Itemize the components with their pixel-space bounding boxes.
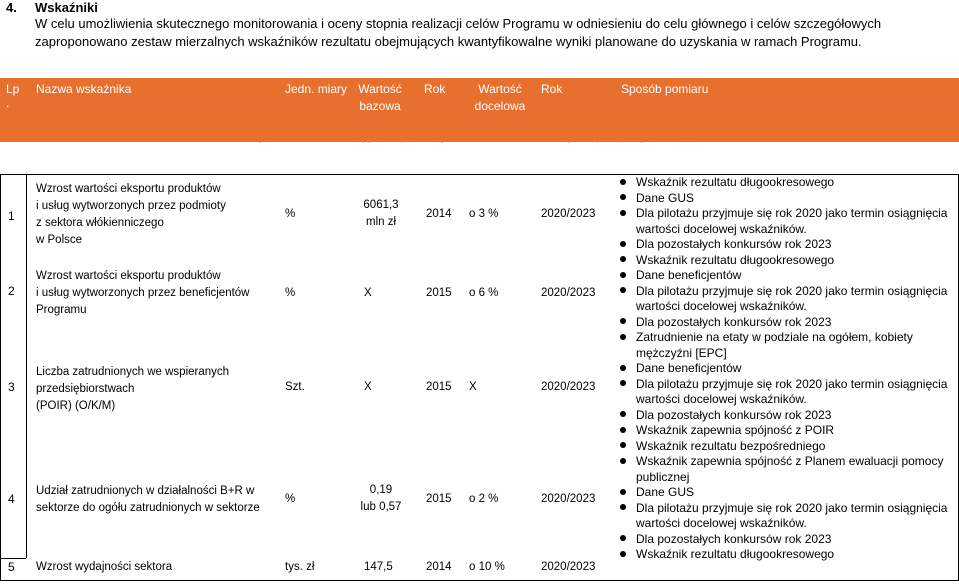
bullet-icon: [620, 272, 626, 278]
bullet-icon: [620, 365, 626, 371]
bullet-icon: [620, 210, 626, 216]
row-1-base-value: [357, 198, 405, 230]
header-target-value-line1: Wartość: [478, 82, 522, 96]
indicators-table: [0, 78, 959, 581]
row-3-unit: Szt.: [285, 381, 305, 393]
bullet-icon: [620, 380, 626, 386]
row-2-target: o 6 %: [469, 287, 499, 299]
bullet-icon: [620, 334, 626, 340]
header-year: Rok: [424, 82, 446, 96]
method-item: Wskaźnik rezultatu bezpośredniego: [620, 439, 947, 455]
row-4-name: [36, 484, 260, 516]
main-goal-label: Cel główny: [450, 113, 509, 127]
intro-paragraph-line: zaproponowano zestaw mierzalnych wskaźników rezultatu obejmujących kwantyfikowalne wyniki planowane do uzyskania w ramach Programu.: [35, 34, 862, 49]
method-list: [620, 175, 947, 563]
row-2-name-line: Programu: [36, 304, 87, 316]
method-item: Dla pilotażu przyjmuje się rok 2020 jako termin osiągnięcia: [620, 377, 947, 393]
row-5-base-value: 147,5: [364, 561, 393, 573]
row-2-year: 2015: [426, 287, 452, 299]
row-4-target: o 2 %: [469, 493, 499, 505]
row-1-name: [36, 182, 226, 248]
bullet-icon: [620, 287, 626, 293]
table-border-bottom: [0, 580, 959, 581]
row-4-name-line: Udział zatrudnionych w działalności B+R w: [36, 485, 255, 497]
row-2-name-line: i usług wytworzonych przez beneficjentów: [36, 287, 250, 299]
header-lp: [6, 82, 24, 110]
method-item: Dane GUS: [620, 191, 947, 207]
method-item: Dla pilotażu przyjmuje się rok 2020 jako termin osiągnięcia: [620, 284, 947, 300]
row-2-base-value: X: [364, 287, 372, 299]
row-5-target: o 10 %: [469, 561, 505, 573]
method-item-continuation: mężczyźni [EPC]: [636, 345, 727, 360]
row-5-lp: 5: [8, 560, 15, 574]
bullet-icon: [620, 504, 626, 510]
bullet-icon: [620, 411, 626, 417]
method-item: Wskaźnik rezultatu długookresowego: [620, 253, 947, 269]
header-unit: Jedn. miary: [285, 82, 348, 96]
method-item-continuation: wartości docelowej wskaźników.: [636, 392, 807, 406]
bullet-icon: [620, 458, 626, 464]
bullet-icon: [620, 442, 626, 448]
row-3-name-line: przedsiębiorstwach: [36, 383, 135, 395]
row-3-name-line: Liczba zatrudnionych we wspieranych: [36, 366, 230, 378]
method-item: Dla pilotażu przyjmuje się rok 2020 jako termin osiągnięcia: [620, 206, 947, 222]
method-item: Dla pozostałych konkursów rok 2023: [620, 237, 947, 253]
method-item: Zatrudnienie na etaty w podziale na ogółem, kobiety: [620, 330, 947, 346]
row-1-base-value-line: 6061,3: [363, 199, 399, 211]
method-item: Wskaźnik zapewnia spójność z Planem ewaluacji pomocy: [620, 454, 947, 470]
row-3-year: 2015: [426, 381, 452, 393]
method-item-continuation: publicznej: [636, 469, 690, 484]
main-goal-text: Zwiększenie konkurencyjności polskiego sektora włókienniczego w perspektywie roku 2023: [237, 129, 722, 143]
row-4-base-value-line: 0,19: [369, 484, 393, 496]
method-item: Wskaźnik zapewnia spójność z POIR: [620, 423, 947, 439]
row-1-name-line: Wzrost wartości eksportu produktów: [36, 183, 221, 195]
method-row-2: [620, 253, 947, 331]
row-1-target: o 3 %: [469, 208, 499, 220]
row-4-name-line: sektorze do ogółu zatrudnionych w sektorze: [36, 502, 260, 514]
row-3-name: [36, 365, 229, 414]
bullet-icon: [620, 179, 626, 185]
row-3-target: X: [469, 381, 477, 393]
row-3-lp: 3: [8, 380, 15, 394]
row-4-base-value-line: lub 0,57: [360, 501, 402, 513]
row-5-year: 2014: [426, 561, 452, 573]
bullet-icon: [620, 256, 626, 262]
method-row-1: [620, 175, 947, 253]
row-2-unit: %: [285, 287, 296, 299]
bullet-icon: [620, 535, 626, 541]
method-item: Dla pozostałych konkursów rok 2023: [620, 315, 947, 331]
row-3-target-year: 2020/2023: [541, 381, 596, 393]
row-4-unit: %: [285, 493, 296, 505]
method-item-continuation: wartości docelowej wskaźników.: [636, 221, 807, 236]
header-lp-line1: Lp: [6, 82, 20, 96]
method-item: Dla pozostałych konkursów rok 2023: [620, 532, 947, 548]
method-item: Dla pilotażu przyjmuje się rok 2020 jako termin osiągnięcia: [620, 501, 947, 517]
header-target-value-line2: docelowa: [474, 99, 526, 113]
intro-paragraph-line: W celu umożliwienia skutecznego monitorowania i oceny stopnia realizacji celów Programu w odniesieniu do celu głównego i celów szczegółowych: [35, 16, 882, 31]
header-name: Nazwa wskaźnika: [36, 82, 132, 96]
header-gap: [0, 142, 959, 174]
method-item-continuation: wartości docelowej wskaźników.: [636, 299, 807, 313]
method-item: Dane beneficjentów: [620, 361, 947, 377]
row-4-lp: 4: [8, 492, 15, 506]
row-1-unit: %: [285, 208, 296, 220]
column-divider-lp: [26, 174, 27, 558]
row-4-year: 2015: [426, 493, 452, 505]
bullet-icon: [620, 318, 626, 324]
header-method: Sposób pomiaru: [621, 82, 709, 96]
header-target-value: [470, 82, 530, 113]
row-1-base-value-line: mln zł: [365, 216, 397, 228]
row-1-target-year: 2020/2023: [541, 208, 596, 220]
row-5-target-year: 2020/2023: [541, 561, 596, 573]
method-item-continuation: wartości docelowej wskaźników.: [636, 516, 807, 530]
method-row-3: [620, 330, 947, 439]
table-border-left: [0, 174, 1, 581]
method-item: Wskaźnik rezultatu długookresowego: [620, 175, 947, 191]
header-base-value-line2: bazowa: [359, 99, 401, 113]
row-1-lp: 1: [8, 209, 15, 223]
section-title: Wskaźniki: [35, 0, 98, 15]
row-2-name-line: Wzrost wartości eksportu produktów: [36, 270, 221, 282]
row-5-name: Wzrost wydajności sektora: [36, 561, 173, 573]
row-1-name-line: i usług wytworzonych przez podmioty: [36, 200, 226, 212]
header-lp-line2: .: [6, 96, 10, 110]
section-number: 4.: [6, 0, 17, 15]
bullet-icon: [620, 194, 626, 200]
row-4-target-year: 2020/2023: [541, 493, 596, 505]
header-target-year: Rok: [541, 82, 563, 96]
row-5-unit: tys. zł: [285, 561, 315, 573]
row-1-name-line: z sektora włókienniczego: [36, 217, 164, 229]
row-2-target-year: 2020/2023: [541, 287, 596, 299]
method-item: Dane GUS: [620, 485, 947, 501]
row-3-base-value: X: [364, 381, 372, 393]
method-item: Wskaźnik rezultatu długookresowego: [620, 547, 947, 563]
row-4-base-value: [357, 483, 405, 515]
row-1-name-line: w Polsce: [36, 234, 83, 246]
bullet-icon: [620, 489, 626, 495]
row-2-lp: 2: [8, 284, 15, 298]
method-item: Dla pozostałych konkursów rok 2023: [620, 408, 947, 424]
method-row-5: [620, 547, 947, 563]
row-2-name: [36, 269, 250, 318]
method-row-4: [620, 439, 947, 548]
bullet-icon: [620, 551, 626, 557]
header-base-value: [355, 82, 405, 113]
bullet-icon: [620, 427, 626, 433]
header-base-value-line1: Wartość: [358, 82, 402, 96]
method-item: Dane beneficjentów: [620, 268, 947, 284]
bullet-icon: [620, 241, 626, 247]
row-1-year: 2014: [426, 208, 452, 220]
row-divider-lp: [0, 558, 26, 559]
row-3-name-line: (POIR) (O/K/M): [36, 400, 116, 412]
